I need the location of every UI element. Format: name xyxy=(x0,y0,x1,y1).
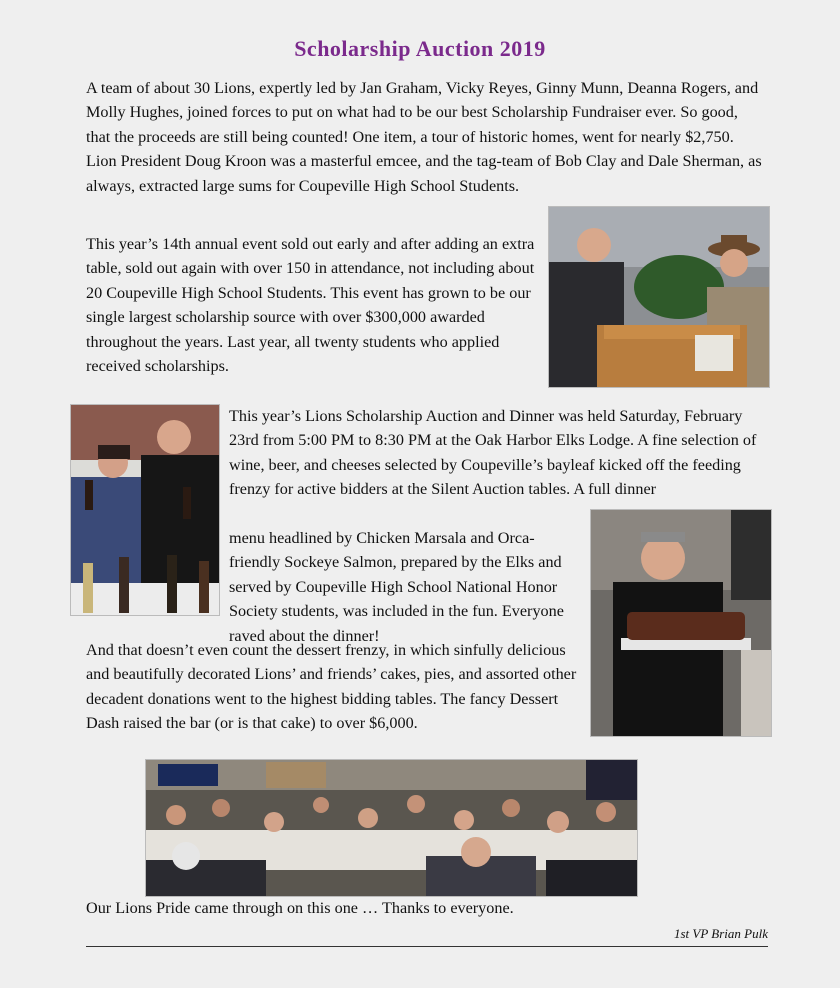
closing-line: Our Lions Pride came through on this one … Thanks to everyone. xyxy=(86,899,514,917)
paragraph-intro: A team of about 30 Lions, expertly led by Jan Graham, Vicky Reyes, Ginny Munn, Deanna Rogers, and Molly Hughes, joined forces to put on what had to be our best Scholarship Fundraiser ever. So good, that the proceeds are still being counted! One item, a tour of historic homes, went for nearly $2,750. Lion President Doug Kroon was a masterful emcee, and the tag-team of Bob Clay and Dale Sherman, as always, extracted large sums for Coupeville High School Students. xyxy=(86,79,762,195)
paragraph-dessert: And that doesn’t even count the dessert frenzy, in which sinfully delicious and beautifully decorated Lions’ and friends’ cakes, pies, and assorted other decadent donations went to the highest bidding tables. The fancy Dessert Dash raised the bar (or is that cake) to over $6,000. xyxy=(86,641,577,733)
cake-photo xyxy=(590,509,772,737)
article-title: Scholarship Auction 2019 xyxy=(294,36,546,61)
paragraph-event-details: This year’s Lions Scholarship Auction and Dinner was held Saturday, February 23rd from 5:00 PM to 8:30 PM at the Oak Harbor Elks Lodge. A fine selection of wine, beer, and cheeses selected by Coupeville’s bayleaf kicked off the feeding frenzy for active bidders at the Silent Auction tables. A full dinner xyxy=(229,407,757,499)
paragraph-attendance: This year’s 14th annual event sold out early and after adding an extra table, sold out again with over 150 in attendance, not including about 20 Coupeville High School Students. This event has grown to be our single largest scholarship source with over $300,000 awarded throughout the years. Last year, all twenty students who applied received scholarships. xyxy=(86,235,535,376)
footer-divider xyxy=(86,946,768,947)
author-signature: 1st VP Brian Pulk xyxy=(673,926,768,941)
crowd-photo xyxy=(145,759,638,897)
paragraph-dinner-menu: menu headlined by Chicken Marsala and Orca-friendly Sockeye Salmon, prepared by the Elks and served by Coupeville High School National Honor Society students, was included in the fun. Everyone raved about the dinner! xyxy=(229,529,564,645)
wine-couple-photo xyxy=(70,404,220,616)
podium-photo xyxy=(548,206,770,388)
